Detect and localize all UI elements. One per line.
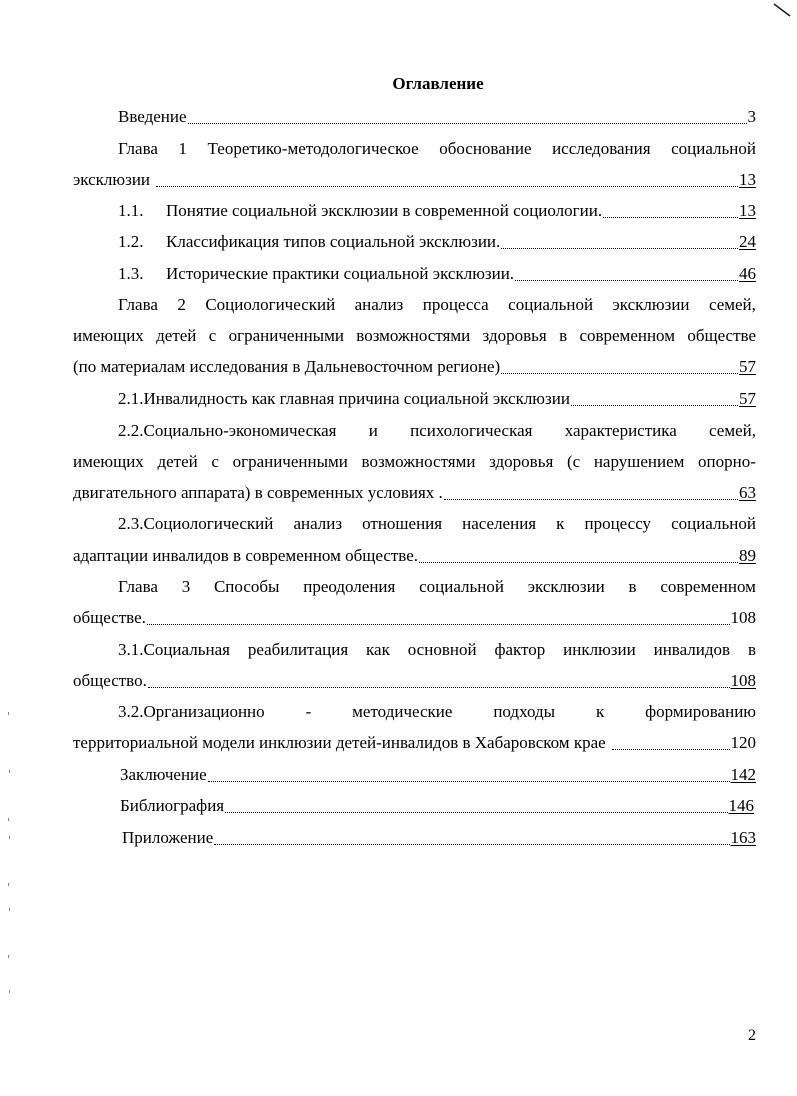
toc-page-number: 146 [728, 796, 754, 815]
toc-page-number: 3 [747, 107, 756, 126]
word: 1 [178, 139, 187, 158]
word: и [368, 421, 378, 440]
toc-entry-chapter-1-line-2[interactable] [73, 169, 756, 191]
dot-leader [214, 844, 729, 845]
word: опорно- [698, 452, 756, 471]
dot-leader [501, 373, 738, 374]
section-number: 1.2. [118, 232, 144, 251]
word: фактор [494, 640, 546, 659]
word: исследования [552, 139, 651, 158]
dot-leader [156, 186, 738, 187]
word: инклюзии [563, 640, 636, 659]
word: Глава [118, 139, 158, 158]
toc-entry-conclusion[interactable] [120, 764, 756, 786]
dot-leader [188, 123, 747, 124]
toc-entry-section-1-3[interactable] [118, 263, 756, 285]
word: методические [352, 702, 453, 721]
word: Теоретико-методологическое [207, 139, 419, 158]
word: отношения [362, 514, 443, 533]
word: 3.1.Социальная [118, 640, 230, 659]
page-number: 2 [748, 1027, 756, 1044]
word: процесса [422, 295, 489, 314]
toc-entry-label: 2.1.Инвалидность как главная причина социальной эксклюзии [118, 389, 570, 408]
word: основной [407, 640, 477, 659]
word: социальной [671, 514, 756, 533]
word: обоснование [439, 139, 532, 158]
word: 3.2.Организационно [118, 702, 265, 721]
toc-entry-label: двигательного аппарата) в современных условиях . [73, 483, 443, 502]
toc-page-number: 89 [739, 546, 756, 565]
word: реабилитация [247, 640, 349, 659]
dot-leader [208, 781, 730, 782]
dot-leader [225, 812, 727, 813]
toc-entry-section-3-1-line-2[interactable] [73, 670, 756, 692]
toc-entry-section-3-1-line-1[interactable] [118, 639, 756, 661]
toc-page-number: 46 [739, 264, 756, 283]
toc-page-number: 120 [730, 733, 756, 752]
toc-page-number: 24 [739, 232, 756, 251]
word: эксклюзии [612, 295, 690, 314]
dot-leader [501, 248, 738, 249]
dot-leader [147, 624, 730, 625]
word: инвалидов [653, 640, 731, 659]
toc-entry-chapter-3-line-2[interactable] [73, 607, 756, 629]
word: нарушением [593, 452, 685, 471]
dot-leader [603, 217, 738, 218]
word: детей [156, 326, 197, 345]
word: семей, [708, 295, 756, 314]
toc-page-number: 142 [730, 765, 756, 784]
toc-entry-label: эксклюзии [73, 170, 151, 189]
toc-page-number: 57 [739, 357, 756, 376]
word: (с [566, 452, 581, 471]
section-number: 1.1. [118, 201, 144, 220]
word: ограниченными [232, 452, 348, 471]
word: социальной [671, 139, 756, 158]
toc-entry-label: Классификация типов социальной эксклюзии. [166, 232, 501, 251]
word: Способы [213, 577, 280, 596]
word: психологическая [410, 421, 533, 440]
word: здоровья [482, 326, 547, 345]
dot-leader [612, 749, 730, 750]
word: в [747, 640, 756, 659]
toc-entry-label: (по материалам исследования в Дальневосточном регионе) [73, 357, 501, 376]
toc-page-number: 108 [730, 671, 756, 690]
word: - [305, 702, 312, 721]
toc-entry-section-2-2-line-2[interactable] [73, 451, 756, 473]
word: Глава [118, 577, 158, 596]
word: как [366, 640, 390, 659]
toc-entry-label: обществе. [73, 608, 146, 627]
toc-entry-section-2-2-line-1[interactable] [118, 420, 756, 442]
scan-corner-mark [772, 2, 794, 18]
dot-leader [515, 280, 738, 281]
toc-entry-section-1-2[interactable] [118, 231, 756, 253]
word: анализ [354, 295, 404, 314]
word: с [211, 452, 219, 471]
word: анализ [293, 514, 343, 533]
toc-title: Оглавление [392, 74, 484, 93]
word: имеющих [73, 326, 144, 345]
toc-page-number: 13 [739, 201, 756, 220]
toc-entry-label: Библиография [120, 796, 225, 815]
word: детей [157, 452, 198, 471]
toc-page-number: 57 [739, 389, 756, 408]
word: преодоления [303, 577, 396, 596]
word: современном [579, 326, 675, 345]
toc-entry-appendix[interactable] [122, 827, 756, 849]
word: процессу [584, 514, 652, 533]
word: имеющих [73, 452, 144, 471]
toc-entry-chapter-1-line-1[interactable] [118, 138, 756, 160]
toc-entry-section-3-2-line-1[interactable] [118, 701, 756, 723]
word: 2 [177, 295, 186, 314]
toc-entry-bibliography[interactable] [120, 795, 754, 817]
toc-entry-intro[interactable] [118, 106, 756, 128]
toc-page-number: 13 [739, 170, 756, 189]
word: современном [660, 577, 756, 596]
word: к [556, 514, 565, 533]
toc-page-number: 163 [730, 828, 756, 847]
word: социальной [508, 295, 594, 314]
word: в [559, 326, 568, 345]
toc-entry-section-2-3-line-1[interactable] [118, 513, 756, 535]
dot-leader [444, 499, 738, 500]
word: характеристика [564, 421, 677, 440]
toc-entry-chapter-2-line-3[interactable] [73, 356, 756, 378]
word: возможностями [356, 326, 471, 345]
word: обществе [687, 326, 756, 345]
word: с [208, 326, 217, 345]
word: населения [462, 514, 537, 533]
word: 2.3.Социологический [118, 514, 274, 533]
word: подходы [493, 702, 556, 721]
toc-entry-chapter-2-line-1[interactable] [118, 294, 756, 316]
toc-entry-label: Введение [118, 107, 187, 126]
toc-entry-label: Понятие социальной эксклюзии в современной социологии. [166, 201, 603, 220]
word: семей, [709, 421, 756, 440]
section-number: 1.3. [118, 264, 144, 283]
word: 3 [181, 577, 191, 596]
word: формированию [645, 702, 756, 721]
word: эксклюзии [527, 577, 605, 596]
toc-entry-section-3-2-line-2[interactable] [73, 732, 756, 754]
toc-entry-chapter-3-line-1[interactable] [118, 576, 756, 598]
dot-leader [419, 562, 738, 563]
dot-leader [571, 405, 738, 406]
word: Социологический [205, 295, 336, 314]
toc-entry-section-2-3-line-2[interactable] [73, 545, 756, 567]
word: 2.2.Социально-экономическая [118, 421, 337, 440]
toc-entry-label: территориальной модели инклюзии детей-инвалидов в Хабаровском крае [73, 733, 606, 752]
word: к [595, 702, 605, 721]
word: возможностями [361, 452, 476, 471]
toc-entry-label: Исторические практики социальной эксклюзии. [166, 264, 515, 283]
toc-entry-section-2-1[interactable] [118, 388, 756, 410]
toc-entry-label: Приложение [122, 828, 214, 847]
toc-entry-section-1-1[interactable] [118, 200, 756, 222]
word: в [628, 577, 637, 596]
toc-entry-section-2-2-line-3[interactable] [73, 482, 756, 504]
toc-entry-chapter-2-line-2[interactable] [73, 325, 756, 347]
toc-page-number: 108 [730, 608, 756, 627]
word: здоровья [489, 452, 554, 471]
word: социальной [419, 577, 504, 596]
word: Глава [118, 295, 158, 314]
toc-entry-label: адаптации инвалидов в современном обществе. [73, 546, 419, 565]
toc-page-number: 63 [739, 483, 756, 502]
dot-leader [148, 687, 730, 688]
word: ограниченными [228, 326, 344, 345]
toc-entry-label: общество. [73, 671, 147, 690]
toc-entry-label: Заключение [120, 765, 207, 784]
